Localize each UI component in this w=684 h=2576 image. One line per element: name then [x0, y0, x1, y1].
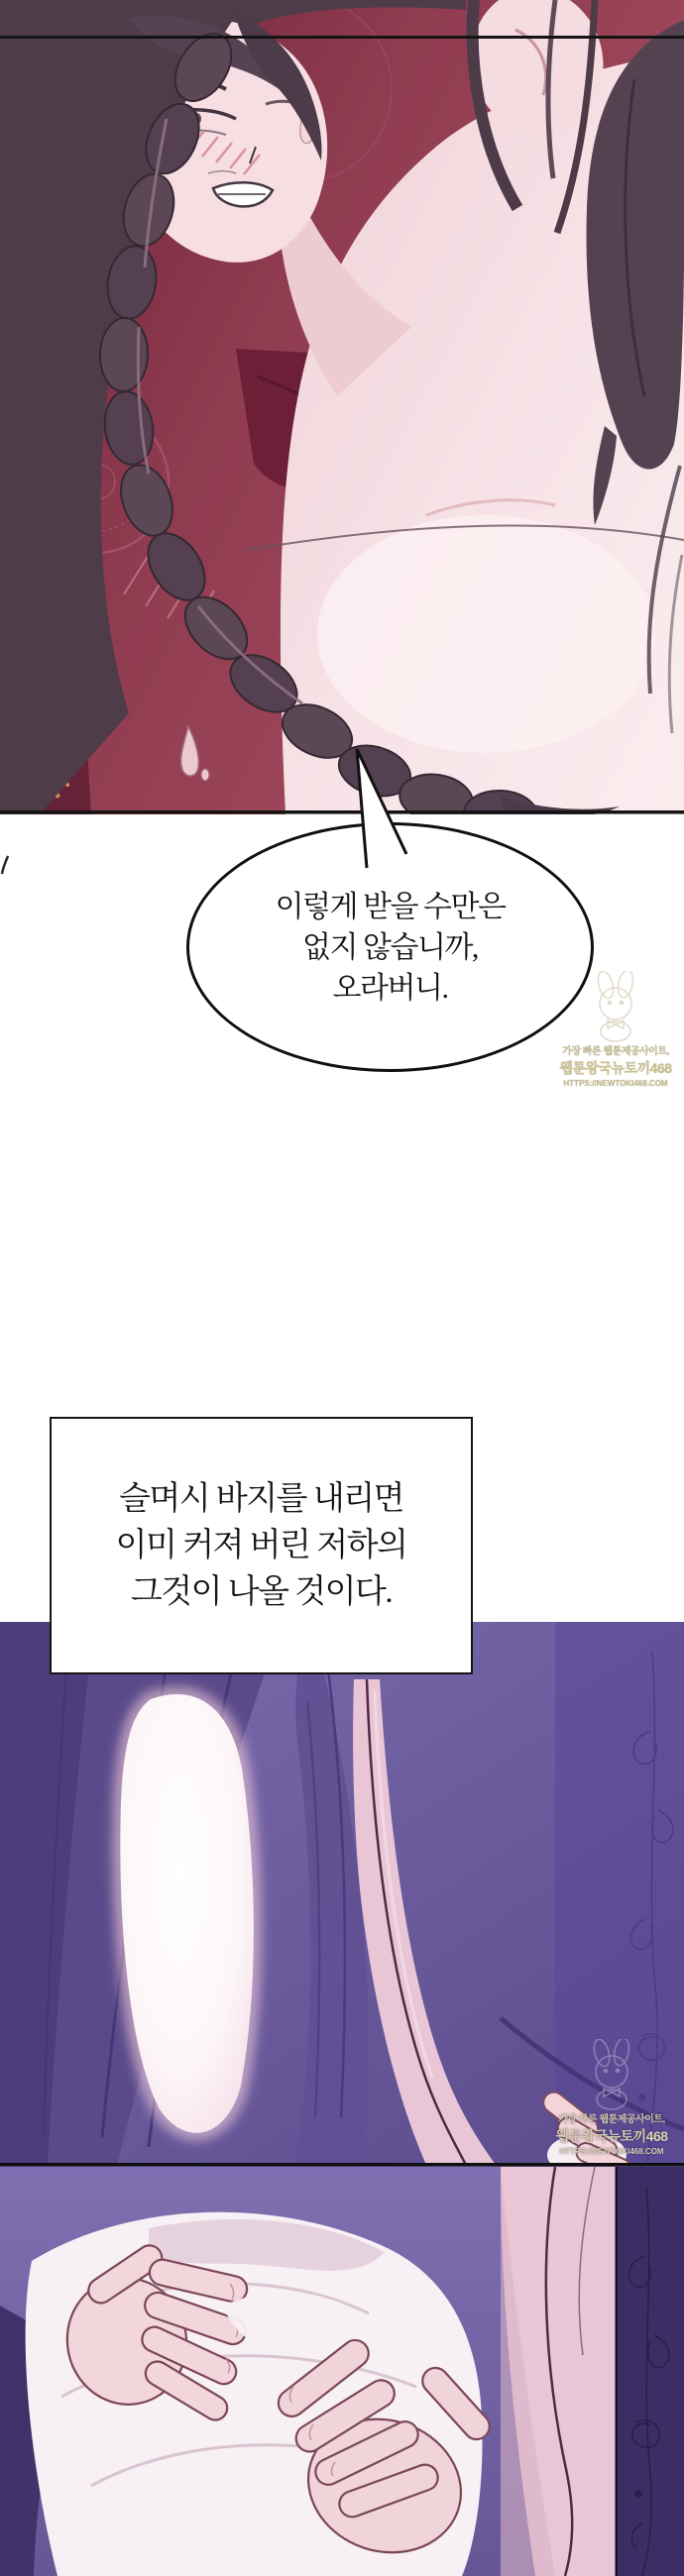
- speech-line: 오라버니.: [332, 971, 448, 1005]
- top-panel-artwork: [0, 0, 684, 814]
- stray-ink-tick-mark: [0, 854, 10, 876]
- rabbit-mascot-icon: [581, 971, 650, 1042]
- watermark-site-name: 웹툰왕국뉴토끼468: [559, 1060, 672, 1076]
- watermark-site-url: HTTPS://NEWTOKI468.COM: [559, 2147, 664, 2156]
- watermark-site-url: HTTPS://NEWTOKI468.COM: [563, 1079, 668, 1088]
- purple-curtain-scene-illustration: [0, 1622, 684, 2576]
- bottom-panel-artwork: [0, 1622, 684, 2576]
- speech-bubble-tail: [335, 743, 424, 882]
- speech-line: 없지 않습니까,: [302, 930, 478, 964]
- watermark-tagline: 가장 빠른 웹툰제공사이트,: [558, 2114, 665, 2125]
- watermark-site-name: 웹툰왕국뉴토끼468: [555, 2128, 668, 2144]
- speech-line: 이렇게 받을 수만은: [275, 890, 506, 923]
- watermark-tagline: 가장 빠른 웹툰제공사이트,: [562, 1046, 669, 1057]
- narration-box: [50, 1417, 473, 1674]
- narration-line: 슬며시 바지를 내리면: [119, 1480, 403, 1517]
- narration-line: 그것이 나올 것이다.: [130, 1573, 393, 1610]
- narration-line: 이미 커져 버린 저하의: [115, 1527, 407, 1563]
- red-bedroom-scene-illustration: [0, 0, 684, 814]
